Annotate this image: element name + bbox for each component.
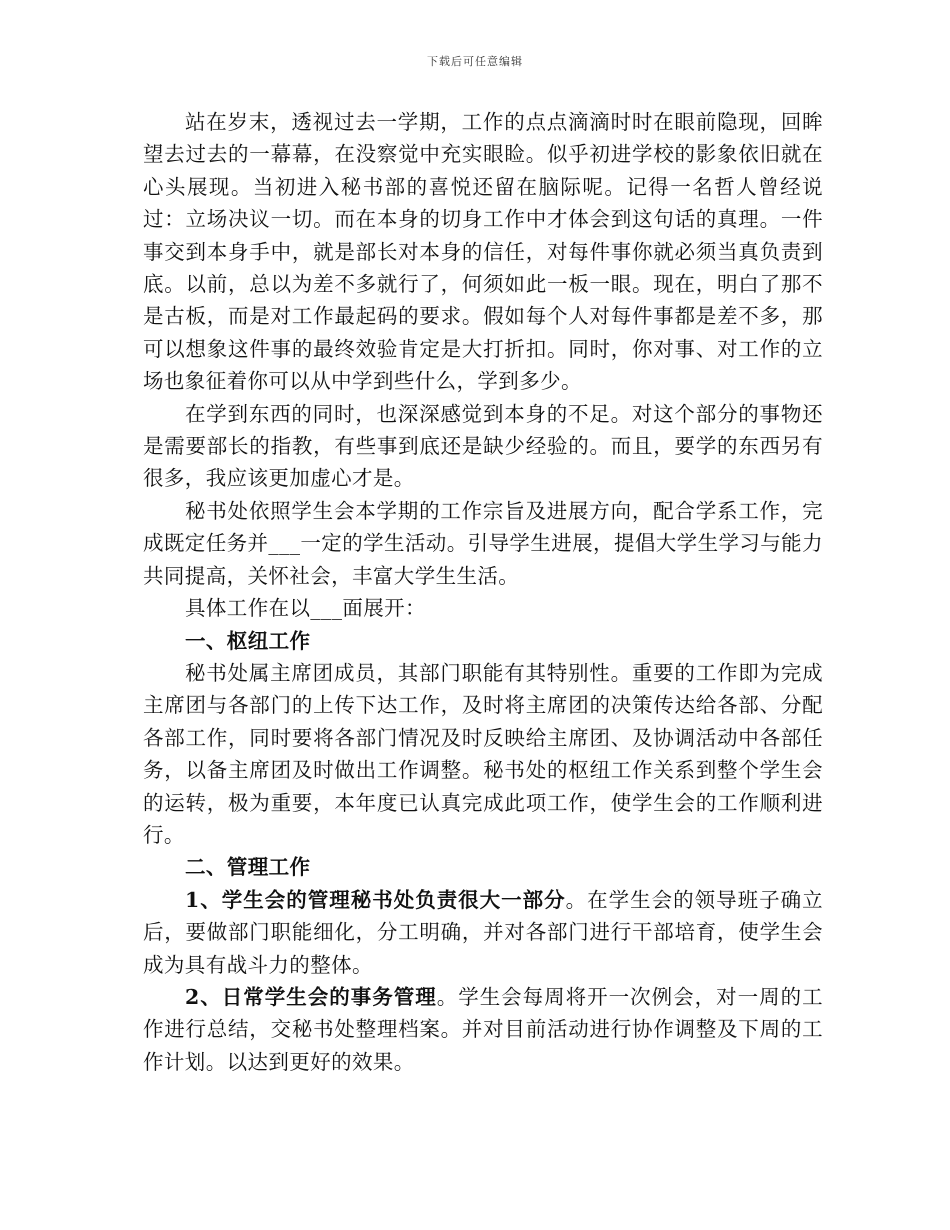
management-1-text: 。在学生会的领导班子确立后，要做部门职能细化，分工明确，并对各部门进行干部培育，使学生会成为具有战斗力的整体。 (143, 887, 823, 977)
section-heading-management-work: 二、管理工作 (185, 855, 311, 880)
management-1-lead: 1、学生会的管理秘书处负责很大一部分 (185, 887, 566, 912)
paragraph-hub-work: 秘书处属主席团成员，其部门职能有其特别性。重要的工作即为完成主席团与各部门的上传下达工作，及时将主席团的决策传达给各部、分配各部工作，同时要将各部门情况及时反映给主席团、及协调活动中各部任务，以备主席团及时做出工作调整。秘书处的枢纽工作关系到整个学生会的运转，极为重要，本年度已认真完成此项工作，使学生会的工作顺利进行。 (143, 660, 823, 847)
paragraph-management-1 (143, 884, 823, 981)
management-2-lead: 2、日常学生会的事务管理 (185, 984, 437, 1009)
paragraph-work-intro: 具体工作在以___面展开： (185, 596, 426, 621)
page-header: 下载后可任意编辑 (427, 55, 523, 68)
document-body (143, 106, 823, 1078)
management-2-text: 。学生会每周将开一次例会，对一周的工作进行总结，交秘书处整理档案。并对目前活动进行协作调整及下周的工作计划。以达到更好的效果。 (143, 984, 823, 1074)
section-heading-hub-work: 一、枢纽工作 (185, 628, 311, 653)
paragraph-reflection: 站在岁末，透视过去一学期，工作的点点滴滴时时在眼前隐现，回眸望去过去的一幕幕，在没察觉中充实眼睑。似乎初进学校的影象依旧就在心头展现。当初进入秘书部的喜悦还留在脑际呢。记得一名哲人曾经说过：立场决议一切。而在本身的切身工作中才体会到这句话的真理。一件事交到本身手中，就是部长对本身的信任，对每件事你就必须当真负责到底。以前，总以为差不多就行了，何须如此一板一眼。现在，明白了那不是古板，而是对工作最起码的要求。假如每个人对每件事都是差不多，那可以想象这件事的最终效验肯定是大打折扣。同时，你对事、对工作的立场也象征着你可以从中学到些什么，学到多少。 (143, 110, 823, 394)
paragraph-management-2 (143, 981, 823, 1078)
paragraph-work-purpose: 秘书处依照学生会本学期的工作宗旨及进展方向，配合学系工作，完成既定任务并___一定的学生活动。引导学生进展，提倡大学生学习与能力共同提高，关怀社会，丰富大学生生活。 (143, 498, 823, 588)
paragraph-shortcomings: 在学到东西的同时，也深深感觉到本身的不足。对这个部分的事物还是需要部长的指教，有些事到底还是缺少经验的。而且，要学的东西另有很多，我应该更加虚心才是。 (143, 401, 823, 491)
